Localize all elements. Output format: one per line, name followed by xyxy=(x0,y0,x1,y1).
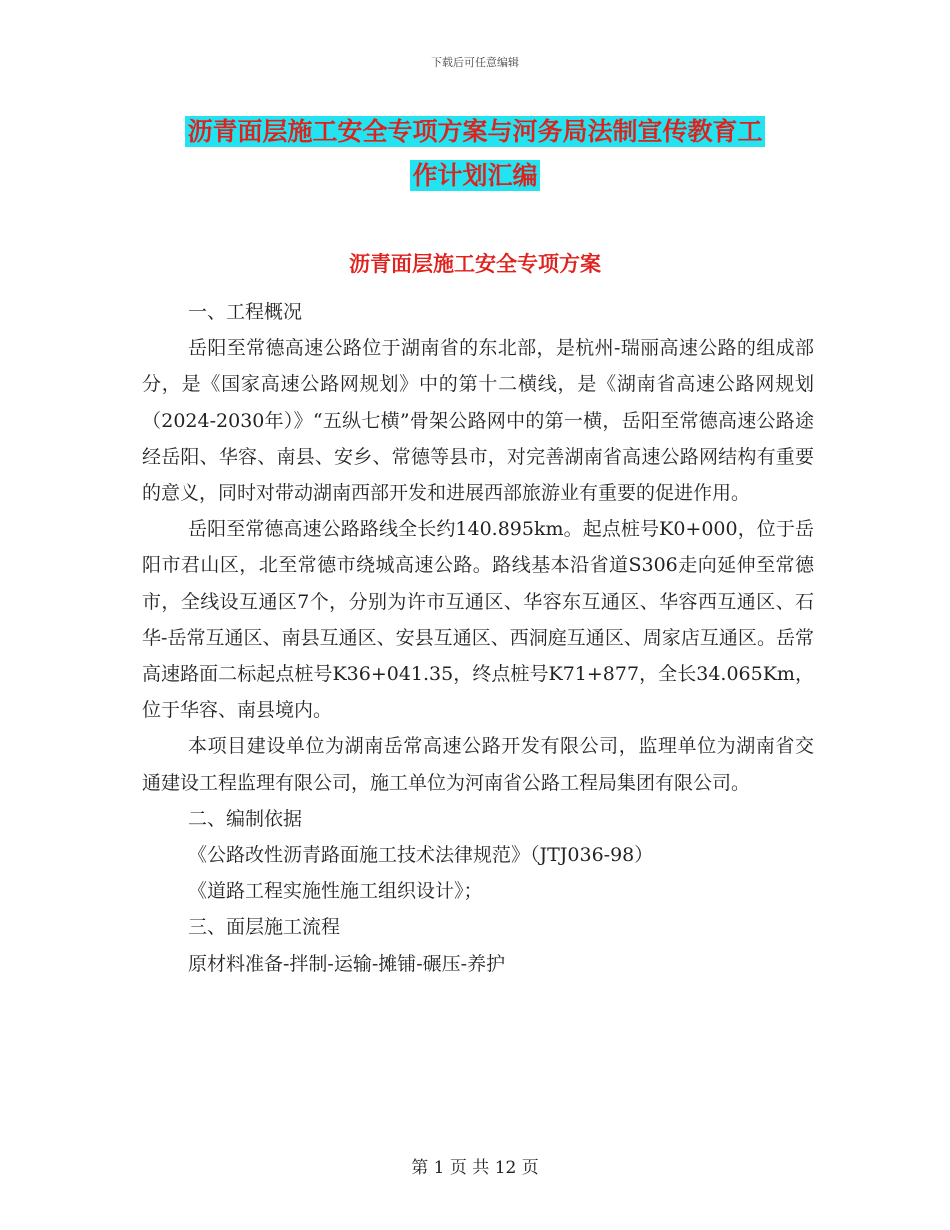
paragraph-route-details: 岳阳至常德高速公路路线全长约140.895km。起点桩号K0+000，位于岳阳市君山区，北至常德市绕城高速公路。路线基本沿省道S306走向延伸至常德市，全线设互通区7个，分别为许市互通区、华容东互通区、华容西互通区、石华-岳常互通区、南县互通区、安县互通区、西洞庭互通区、周家店互通区。岳常高速路面二标起点桩号K36+041.35，终点桩号K71+877，全长34.065Km，位于华容、南县境内。 xyxy=(142,518,814,722)
document-title-line1-text: 沥青面层施工安全专项方案与河务局法制宣传教育工 xyxy=(187,117,763,146)
reference-spec: 《公路改性沥青路面施工技术法律规范》（JTJ036-98） xyxy=(188,844,654,867)
paragraph-project-location: 岳阳至常德高速公路位于湖南省的东北部，是杭州-瑞丽高速公路的组成部分，是《国家高速公路网规划》中的第十二横线，是《湖南省高速公路网规划（2024-2030年）》“五纵七横”骨架公路网中的第一横，岳阳至常德高速公路途经岳阳、华容、南县、安乡、常德等县市，对完善湖南省高速公路网结构有重要的意义，同时对带动湖南西部开发和进展西部旅游业有重要的促进作用。 xyxy=(142,337,814,505)
section-title: 沥青面层施工安全专项方案 xyxy=(349,251,601,276)
document-title-line2-text: 作计划汇编 xyxy=(412,161,538,190)
page-footer-number: 第 1 页 共 12 页 xyxy=(411,1158,539,1178)
section-heading-overview: 一、工程概况 xyxy=(188,301,303,323)
page-header-note: 下载后可任意编辑 xyxy=(431,56,519,69)
document-title-line2 xyxy=(0,156,950,192)
process-flow: 原材料准备-拌制-运输-摊铺-碾压-养护 xyxy=(188,952,506,975)
paragraph-parties: 本项目建设单位为湖南岳常高速公路开发有限公司，监理单位为湖南省交通建设工程监理有限公司，施工单位为河南省公路工程局集团有限公司。 xyxy=(142,735,814,794)
document-body xyxy=(142,294,814,982)
reference-design: 《道路工程实施性施工组织设计》； xyxy=(188,880,483,903)
section-heading-basis: 二、编制依据 xyxy=(188,807,303,830)
section-heading-process: 三、面层施工流程 xyxy=(188,916,341,939)
document-title-line1 xyxy=(0,112,950,148)
